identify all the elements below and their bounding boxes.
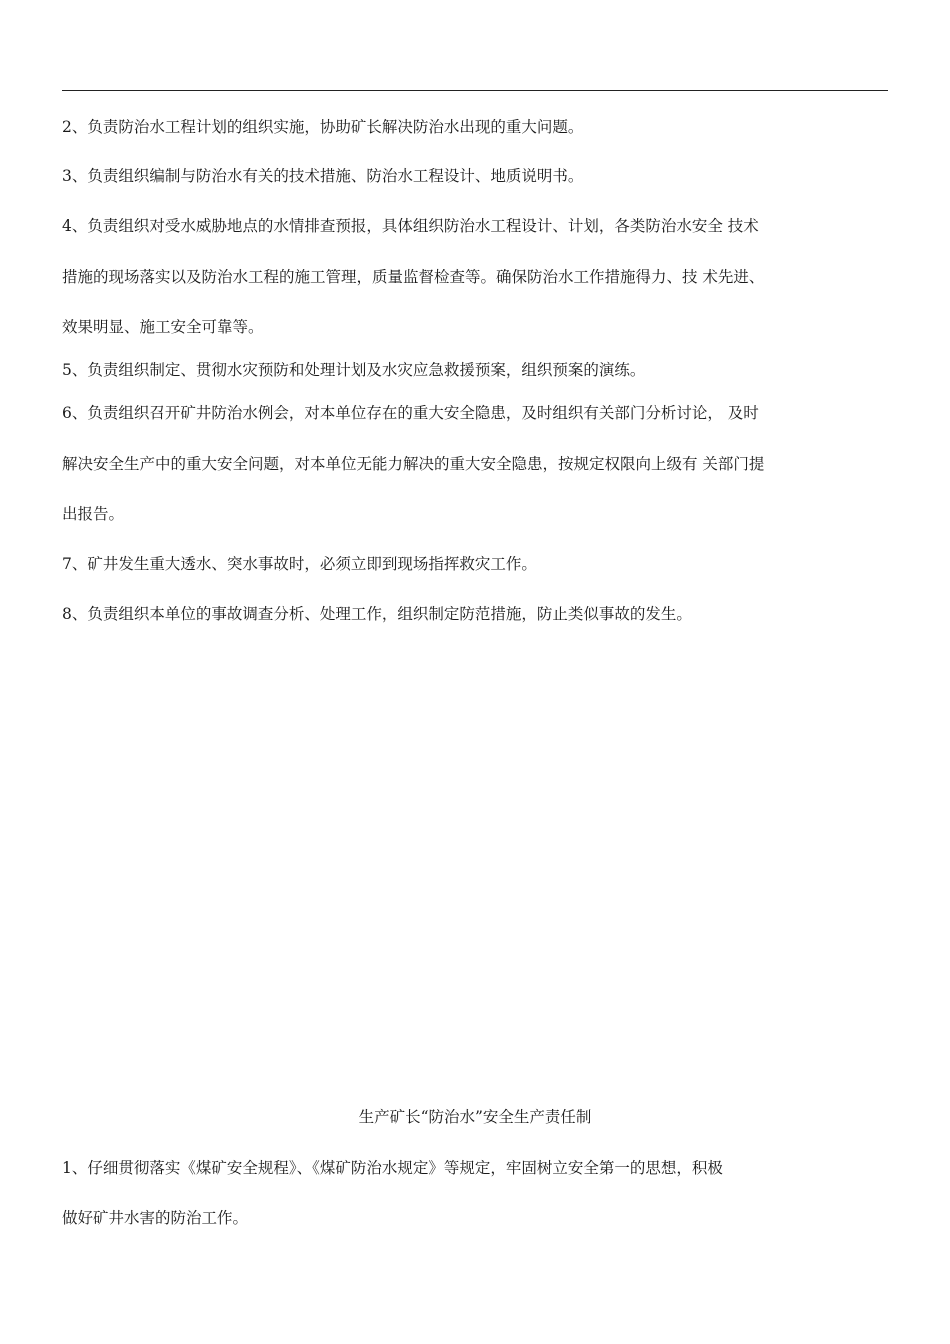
section-title: 生产矿长“防治水”安全生产责任制 — [358, 1108, 592, 1126]
text-line: 出报告。 — [62, 505, 125, 523]
text-line: 1、仔细贯彻落实《煤矿安全规程》、《煤矿防治水规定》等规定，牢固树立安全第一的思想，积极 — [62, 1159, 723, 1177]
text-line: 6、负责组织召开矿井防治水例会，对本单位存在的重大安全隐患，及时组织有关部门分析讨论， 及时 — [62, 404, 759, 422]
text-line: 8、负责组织本单位的事故调查分析、处理工作，组织制定防范措施，防止类似事故的发生。 — [62, 605, 692, 623]
text-line: 做好矿井水害的防治工作。 — [62, 1209, 249, 1227]
text-line: 措施的现场落实以及防治水工程的施工管理，质量监督检查等。确保防治水工作措施得力、技 术先进、 — [62, 268, 765, 286]
text-line: 4、负责组织对受水威胁地点的水情排查预报，具体组织防治水工程设计、计划，各类防治水安全 技术 — [62, 217, 759, 235]
text-line: 3、负责组织编制与防治水有关的技术措施、防治水工程设计、地质说明书。 — [62, 167, 584, 185]
text-line: 效果明显、施工安全可靠等。 — [62, 318, 264, 336]
header-rule — [62, 90, 888, 91]
text-line: 解决安全生产中的重大安全问题，对本单位无能力解决的重大安全隐患，按规定权限向上级有 关部门提 — [62, 455, 765, 473]
text-line: 7、矿井发生重大透水、突水事故时，必须立即到现场指挥救灾工作。 — [62, 555, 537, 573]
text-line: 5、负责组织制定、贯彻水灾预防和处理计划及水灾应急救援预案，组织预案的演练。 — [62, 361, 646, 379]
text-line: 2、负责防治水工程计划的组织实施，协助矿长解决防治水出现的重大问题。 — [62, 118, 584, 136]
